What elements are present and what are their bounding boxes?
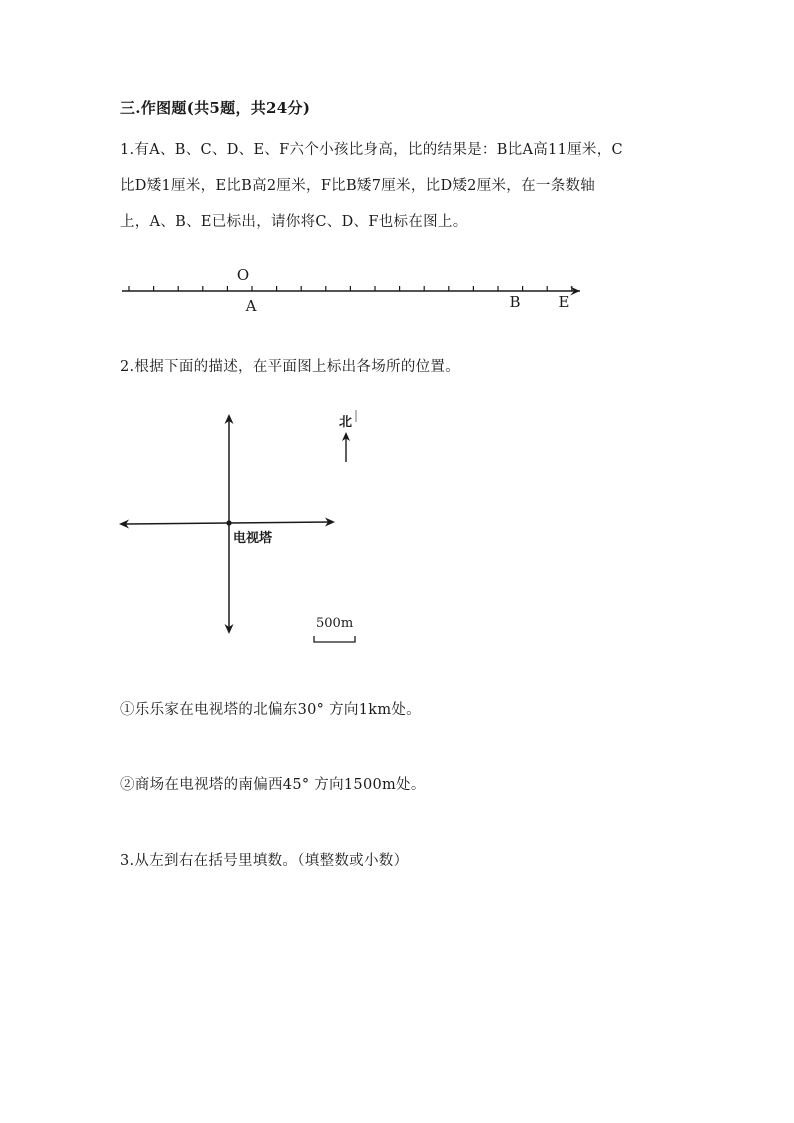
scale-label: 500m [316, 616, 354, 631]
question-1-line-2: 比D矮1厘米，E比B高2厘米，F比B矮7厘米，比D矮2厘米，在一条数轴 [120, 178, 596, 194]
map-figure [115, 408, 365, 648]
question-1-line-3: 上，A、B、E已标出，请你将C、D、F也标在图上。 [120, 214, 468, 230]
tv-tower-label: 电视塔 [233, 531, 273, 546]
question-1-line-1: 1.有A、B、C、D、E、F六个小孩比身高，比的结果是：B比A高11厘米，C [120, 142, 623, 158]
scale-bar [314, 636, 355, 642]
section-title: 三.作图题(共5题，共24分) [120, 99, 311, 117]
point-e-label: E [558, 293, 570, 311]
tv-tower-point [226, 520, 231, 525]
point-a-label: A [245, 297, 257, 315]
number-line-figure [110, 262, 600, 322]
point-b-label: B [509, 293, 521, 311]
origin-label: O [236, 266, 250, 284]
question-2-item-1: ①乐乐家在电视塔的北偏东30° 方向1km处。 [120, 702, 421, 718]
question-3-text: 3.从左到右在括号里填数。（填整数或小数） [120, 853, 409, 869]
question-2-text: 2.根据下面的描述，在平面图上标出各场所的位置。 [120, 359, 461, 375]
north-label: 北 [339, 415, 353, 430]
question-2-item-2: ②商场在电视塔的南偏西45° 方向1500m处。 [120, 777, 426, 793]
